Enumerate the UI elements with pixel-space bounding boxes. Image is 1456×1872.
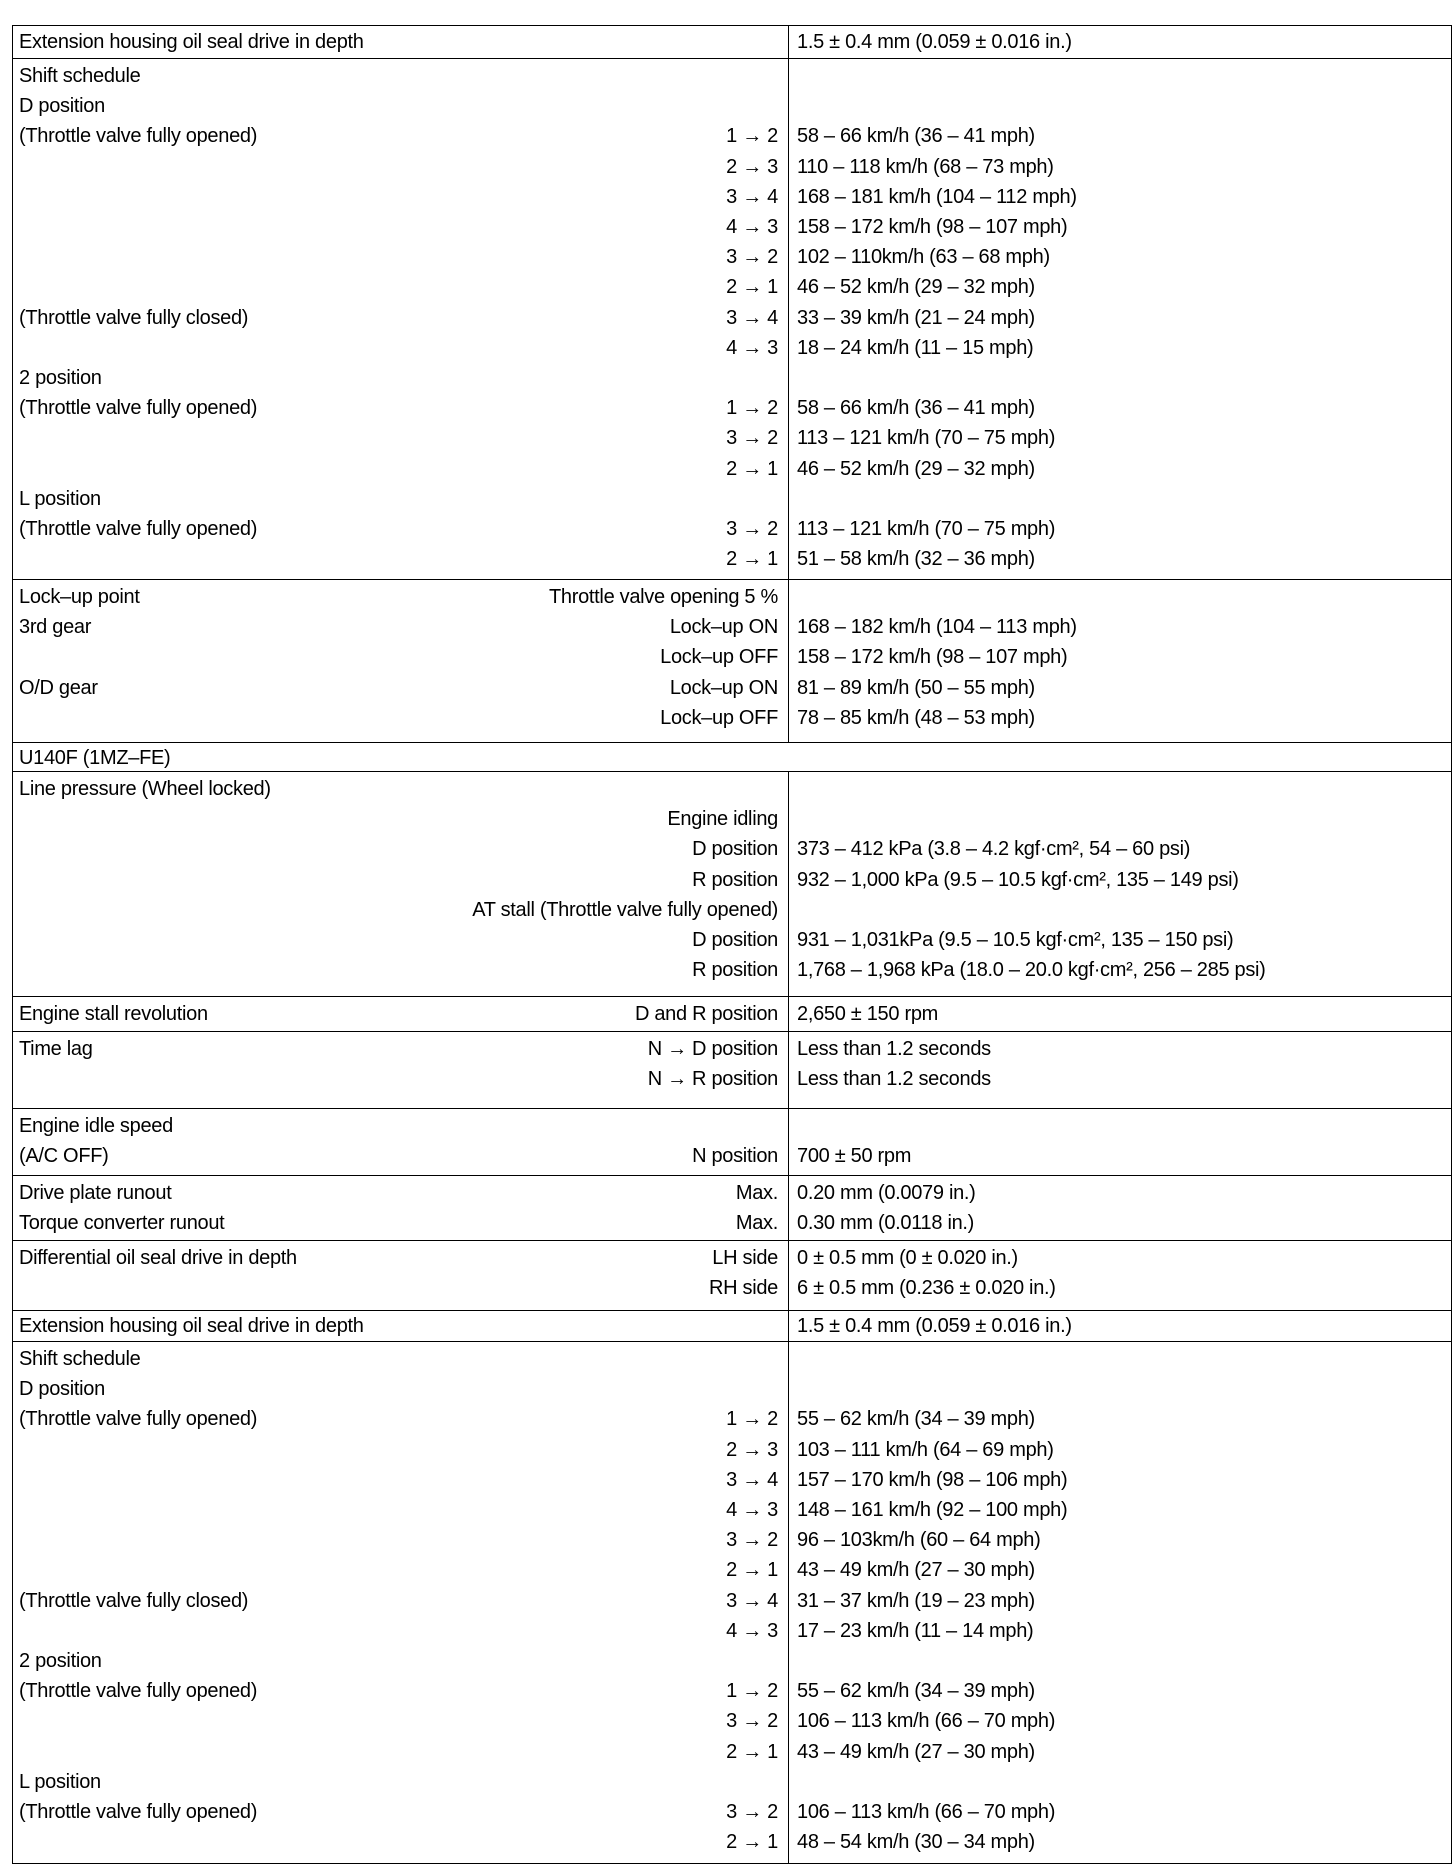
spec-condition: 1 → 2 [726,397,778,420]
spec-condition: 4 → 3 [726,1619,778,1642]
spec-row [13,774,1451,804]
spec-value: 0.20 mm (0.0079 in.) [797,1182,976,1204]
spec-row [13,544,1451,574]
spec-label: O/D gear [19,676,98,699]
spec-row [13,61,1451,91]
spec-value: 55 – 62 km/h (34 – 39 mph) [797,1408,1035,1431]
spec-label: Torque converter runout [19,1212,225,1235]
spec-block-10 [12,1310,1452,1342]
spec-value: 373 – 412 kPa (3.8 – 4.2 kgf·cm², 54 – 60 psi) [797,838,1191,861]
spec-value: 157 – 170 km/h (98 – 106 mph) [797,1468,1068,1491]
spec-value: 46 – 52 km/h (29 – 32 mph) [797,276,1035,299]
spec-condition: N position [692,1145,778,1168]
spec-value: 0.30 mm (0.0118 in.) [797,1212,975,1235]
spec-value: 106 – 113 km/h (66 – 70 mph) [797,1710,1056,1733]
spec-value: 168 – 182 km/h (104 – 113 mph) [797,616,1077,639]
spec-row [13,1111,1451,1141]
spec-row [13,612,1451,642]
spec-block-3 [12,742,1452,772]
spec-condition: N → R position [647,1068,778,1091]
spec-condition: 3 → 4 [726,1589,778,1612]
spec-row [13,955,1451,985]
spec-value: 103 – 111 km/h (64 – 69 mph) [797,1438,1054,1461]
spec-value: 78 – 85 km/h (48 – 53 mph) [797,706,1035,729]
spec-block-8 [12,1175,1452,1241]
spec-row [13,1676,1451,1706]
spec-row [13,743,1451,773]
spec-row [13,999,1451,1029]
spec-condition: 3 → 4 [726,306,778,329]
spec-row [13,1465,1451,1495]
spec-value: 58 – 66 km/h (36 – 41 mph) [797,125,1035,148]
spec-value: 18 – 24 km/h (11 – 15 mph) [797,336,1034,359]
spec-condition: 3 → 2 [726,427,778,450]
spec-label: 2 position [19,1650,102,1672]
spec-condition: 1 → 2 [726,1408,778,1431]
spec-condition: RH side [708,1277,778,1300]
spec-condition: 3 → 4 [726,1468,778,1491]
spec-row [13,454,1451,484]
spec-row [13,865,1451,895]
spec-label: U140F (1MZ–FE) [19,747,171,769]
spec-condition: 3 → 2 [726,1529,778,1552]
spec-value: 148 – 161 km/h (92 – 100 mph) [797,1499,1068,1521]
spec-label: Lock–up point [19,586,140,608]
spec-row [13,1586,1451,1616]
spec-label: Extension housing oil seal drive in depth [19,1315,364,1337]
spec-value: 46 – 52 km/h (29 – 32 mph) [797,457,1035,480]
spec-value: 43 – 49 km/h (27 – 30 mph) [797,1559,1035,1582]
spec-condition: D position [692,838,778,861]
spec-value: 31 – 37 km/h (19 – 23 mph) [797,1589,1035,1612]
spec-row [13,514,1451,544]
spec-condition: 3 → 2 [726,1801,778,1823]
spec-label: (Throttle valve fully opened) [19,1801,258,1823]
spec-value: 48 – 54 km/h (30 – 34 mph) [797,1831,1035,1854]
spec-condition: Throttle valve opening 5 % [548,586,778,608]
spec-value: 51 – 58 km/h (32 – 36 mph) [797,548,1035,571]
spec-row [13,1737,1451,1767]
spec-label: Shift schedule [19,65,141,87]
spec-value: 158 – 172 km/h (98 – 107 mph) [797,646,1068,669]
spec-label: L position [19,487,101,510]
spec-condition: 3 → 2 [726,246,778,269]
spec-row [13,242,1451,272]
spec-row [13,393,1451,423]
spec-condition: 3 → 4 [726,185,778,208]
spec-condition: 2 → 1 [726,548,778,571]
spec-condition: 2 → 3 [726,1438,778,1461]
spec-row [13,1141,1451,1171]
spec-row [13,1243,1451,1273]
spec-row [13,582,1451,612]
spec-label: Shift schedule [19,1348,141,1370]
spec-condition: Lock–up OFF [660,706,778,729]
spec-row [13,363,1451,393]
spec-label: (Throttle valve fully opened) [19,125,258,148]
spec-condition: 4 → 3 [726,1499,778,1521]
spec-label: Drive plate runout [19,1182,172,1204]
spec-row [13,1706,1451,1736]
spec-row [13,1404,1451,1434]
spec-row [13,703,1451,733]
spec-label: Engine stall revolution [19,1003,208,1025]
spec-row [13,925,1451,955]
spec-label: L position [19,1770,101,1793]
spec-row [13,895,1451,925]
spec-label: (Throttle valve fully opened) [19,1680,258,1703]
spec-label: D position [19,95,105,118]
spec-value: 1.5 ± 0.4 mm (0.059 ± 0.016 in.) [797,1315,1072,1337]
spec-row [13,484,1451,514]
spec-value: 106 – 113 km/h (66 – 70 mph) [797,1801,1056,1823]
spec-value: 33 – 39 km/h (21 – 24 mph) [797,306,1035,329]
spec-condition: 2 → 1 [726,1740,778,1763]
spec-condition: 4 → 3 [726,216,778,238]
spec-block-5 [12,996,1452,1032]
spec-row [13,1374,1451,1404]
spec-condition: 4 → 3 [726,336,778,359]
spec-label: Time lag [19,1038,93,1060]
spec-value: 113 – 121 km/h (70 – 75 mph) [797,427,1056,450]
spec-value: 81 – 89 km/h (50 – 55 mph) [797,676,1035,699]
spec-row [13,642,1451,672]
spec-condition: Max. [735,1182,778,1204]
spec-condition: Engine idling [667,808,778,831]
spec-value: Less than 1.2 seconds [797,1038,991,1060]
spec-value: 932 – 1,000 kPa (9.5 – 10.5 kgf·cm², 135 – 149 psi) [797,868,1239,891]
spec-row [13,673,1451,703]
spec-condition: 3 → 2 [726,1710,778,1733]
spec-block-7 [12,1108,1452,1176]
spec-block-1 [12,58,1452,580]
spec-condition: 2 → 1 [726,1831,778,1854]
spec-condition: 2 → 1 [726,1559,778,1582]
spec-block-2 [12,579,1452,743]
spec-value: 2,650 ± 150 rpm [797,1003,939,1025]
spec-value: Less than 1.2 seconds [797,1068,991,1091]
spec-value: 113 – 121 km/h (70 – 75 mph) [797,518,1056,540]
spec-condition: 2 → 3 [726,155,778,178]
spec-condition: Lock–up ON [669,616,778,639]
spec-row [13,1435,1451,1465]
spec-condition: D and R position [634,1003,778,1025]
spec-row [13,834,1451,864]
spec-value: 1.5 ± 0.4 mm (0.059 ± 0.016 in.) [797,31,1072,53]
spec-condition: N → D position [647,1038,778,1060]
spec-value: 6 ± 0.5 mm (0.236 ± 0.020 in.) [797,1277,1056,1300]
spec-value: 43 – 49 km/h (27 – 30 mph) [797,1740,1035,1763]
spec-row [13,1178,1451,1208]
spec-row [13,1797,1451,1827]
spec-value: 0 ± 0.5 mm (0 ± 0.020 in.) [797,1247,1018,1269]
spec-row [13,1311,1451,1341]
spec-row [13,1064,1451,1094]
spec-label: D position [19,1378,105,1401]
spec-row [13,1555,1451,1585]
spec-value: 168 – 181 km/h (104 – 112 mph) [797,185,1077,208]
spec-condition: R position [692,868,778,891]
spec-value: 110 – 118 km/h (68 – 73 mph) [797,155,1054,178]
spec-label: (Throttle valve fully opened) [19,1408,258,1431]
spec-block-11 [12,1341,1452,1864]
spec-condition: 1 → 2 [726,125,778,148]
spec-condition: Lock–up ON [669,676,778,699]
spec-row [13,91,1451,121]
spec-row [13,333,1451,363]
spec-label: Line pressure (Wheel locked) [19,778,271,800]
spec-row [13,212,1451,242]
spec-label: (Throttle valve fully opened) [19,397,258,420]
spec-row [13,1767,1451,1797]
spec-row [13,1827,1451,1857]
spec-label: Differential oil seal drive in depth [19,1247,297,1269]
spec-condition: Lock–up OFF [660,646,778,669]
spec-value: 17 – 23 km/h (11 – 14 mph) [797,1619,1034,1642]
spec-row [13,1495,1451,1525]
spec-label: Engine idle speed [19,1115,173,1137]
spec-value: 700 ± 50 rpm [797,1145,912,1168]
spec-value: 102 – 110km/h (63 – 68 mph) [797,246,1050,269]
spec-row [13,1646,1451,1676]
spec-row [13,152,1451,182]
spec-condition: 3 → 2 [726,518,778,540]
spec-label: (A/C OFF) [19,1145,109,1168]
spec-row [13,182,1451,212]
spec-block-9 [12,1240,1452,1311]
spec-row [13,1034,1451,1064]
spec-condition: 2 → 1 [726,457,778,480]
spec-block-6 [12,1031,1452,1109]
spec-label: Extension housing oil seal drive in depth [19,31,364,53]
spec-label: (Throttle valve fully closed) [19,1589,249,1612]
spec-row [13,1616,1451,1646]
spec-row [13,1525,1451,1555]
spec-block-4 [12,771,1452,997]
spec-value: 58 – 66 km/h (36 – 41 mph) [797,397,1035,420]
spec-row [13,1344,1451,1374]
spec-row [13,1208,1451,1238]
spec-row [13,121,1451,151]
spec-label: 2 position [19,367,102,389]
spec-condition: AT stall (Throttle valve fully opened) [472,898,778,921]
spec-row [13,423,1451,453]
spec-label: (Throttle valve fully closed) [19,306,249,329]
spec-value: 931 – 1,031kPa (9.5 – 10.5 kgf·cm², 135 – 150 psi) [797,929,1234,951]
spec-label: 3rd gear [19,616,92,639]
spec-value: 55 – 62 km/h (34 – 39 mph) [797,1680,1035,1703]
spec-row [13,303,1451,333]
spec-condition: R position [692,959,778,982]
spec-condition: LH side [712,1247,778,1269]
spec-block-0 [12,25,1452,59]
spec-condition: D position [692,929,778,951]
spec-row [13,804,1451,834]
spec-row [13,1273,1451,1303]
spec-row [13,27,1451,57]
spec-value: 1,768 – 1,968 kPa (18.0 – 20.0 kgf·cm², 256 – 285 psi) [797,959,1266,982]
spec-condition: 2 → 1 [726,276,778,299]
spec-value: 158 – 172 km/h (98 – 107 mph) [797,216,1068,238]
spec-condition: 1 → 2 [726,1680,778,1703]
spec-condition: Max. [735,1212,778,1235]
spec-row [13,272,1451,302]
spec-value: 96 – 103km/h (60 – 64 mph) [797,1529,1041,1552]
spec-label: (Throttle valve fully opened) [19,518,258,540]
